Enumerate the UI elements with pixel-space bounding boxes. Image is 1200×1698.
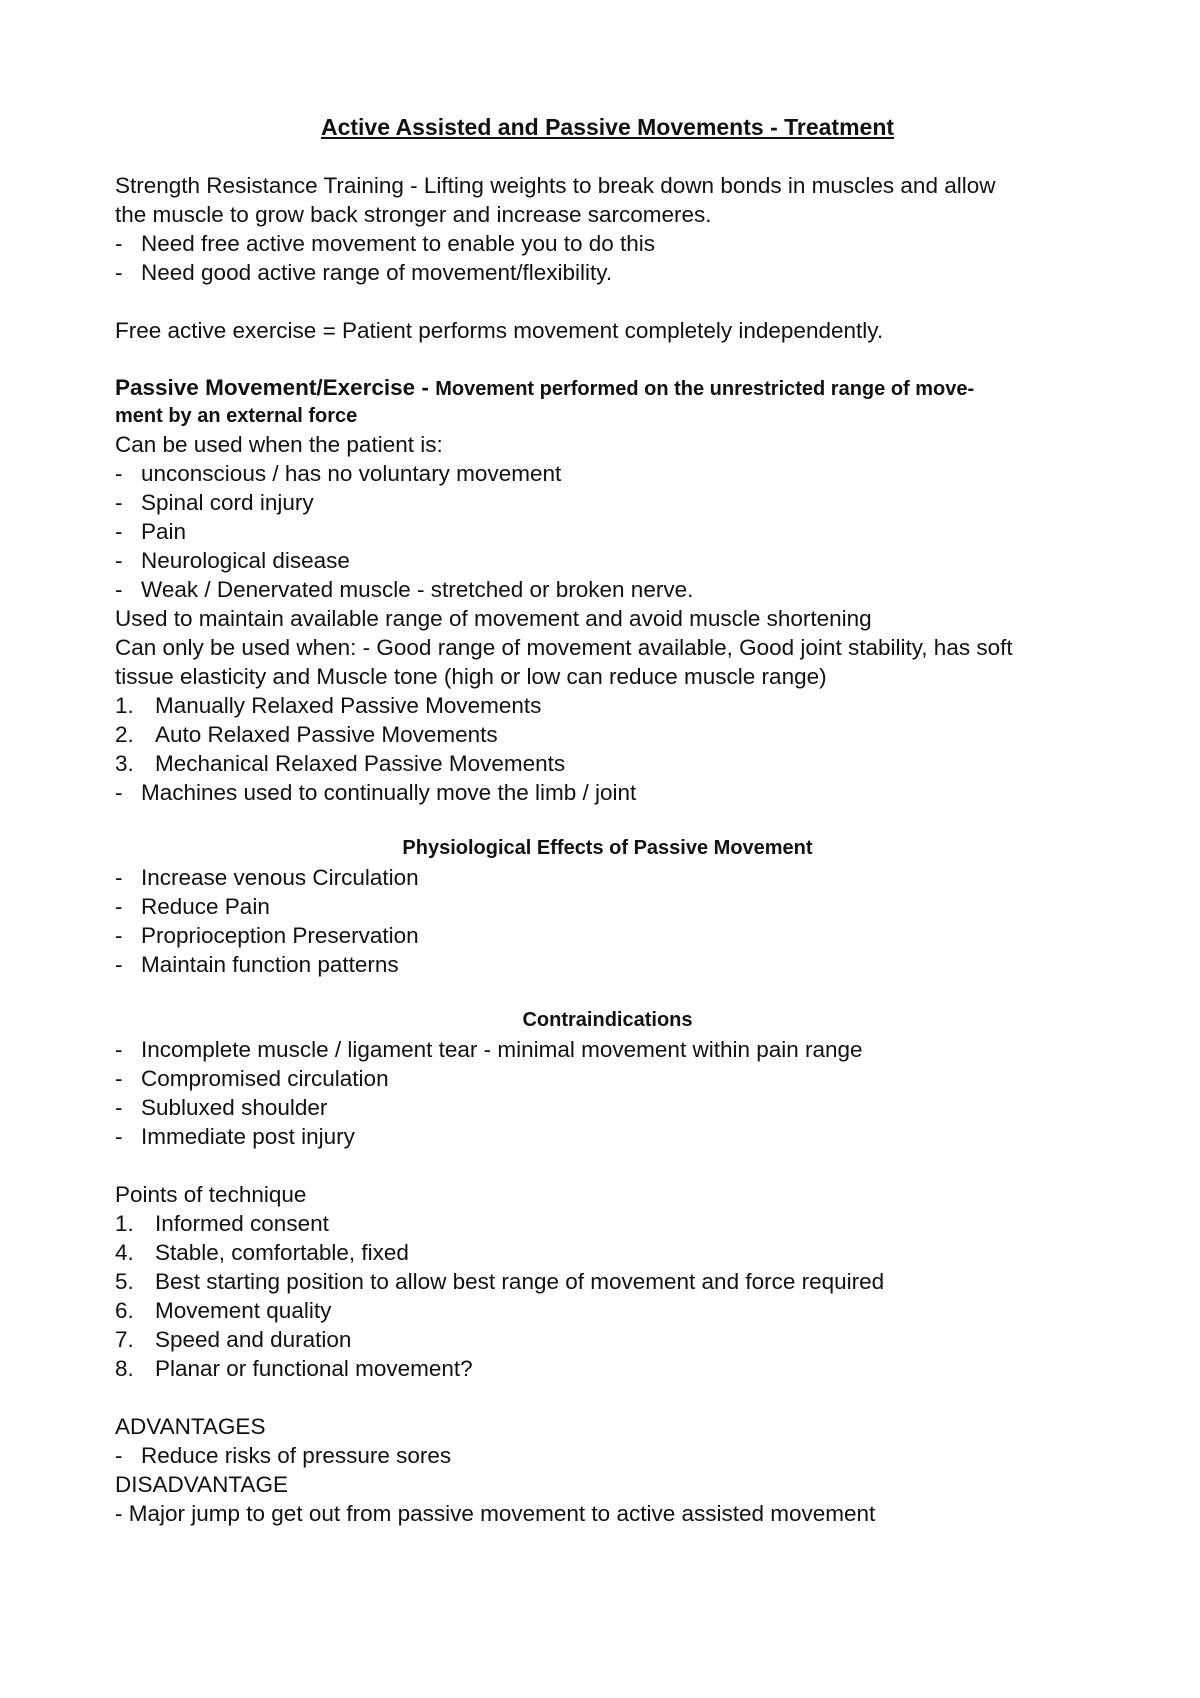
bullet-dash: -	[115, 1124, 123, 1149]
list-item-text: Weak / Denervated muscle - stretched or broken nerve.	[141, 577, 694, 602]
numbered-item	[115, 1354, 1100, 1383]
item-number: 1.	[115, 693, 134, 718]
document-title: Active Assisted and Passive Movements - Treatment	[320, 114, 895, 140]
bullet-dash: -	[115, 231, 123, 256]
bullet-dash: -	[115, 894, 123, 919]
intro-line-1: Strength Resistance Training - Lifting weights to break down bonds in muscles and allow	[115, 173, 996, 198]
item-number: 5.	[115, 1269, 134, 1294]
numbered-item	[115, 1296, 1100, 1325]
list-item-text: Subluxed shoulder	[141, 1095, 328, 1120]
list-item-text: Reduce risks of pressure sores	[141, 1443, 452, 1468]
numbered-item	[115, 749, 1100, 778]
bullet-dash: -	[115, 461, 123, 486]
list-item	[115, 488, 1100, 517]
list-item-text: Neurological disease	[141, 548, 350, 573]
item-number: 3.	[115, 751, 134, 776]
numbered-item-text: Stable, comfortable, fixed	[155, 1240, 409, 1265]
numbered-item	[115, 1267, 1100, 1296]
technique-heading: Points of technique	[115, 1182, 307, 1207]
list-item	[115, 1093, 1100, 1122]
list-item-text: Machines used to continually move the limb / joint	[141, 780, 637, 805]
passive-heading	[115, 374, 1100, 430]
numbered-item-text: Movement quality	[155, 1298, 332, 1323]
list-item	[115, 863, 1100, 892]
free-active-definition: Free active exercise = Patient performs movement completely independently.	[115, 318, 884, 343]
bullet-dash: -	[115, 260, 123, 285]
bullet-dash: -	[115, 780, 123, 805]
numbered-item-text: Manually Relaxed Passive Movements	[155, 693, 542, 718]
numbered-item-text: Auto Relaxed Passive Movements	[155, 722, 498, 747]
passive-heading-lead: Passive Movement/Exercise -	[115, 375, 436, 400]
item-number: 4.	[115, 1240, 134, 1265]
bullet-dash: -	[115, 548, 123, 573]
list-item-text: Reduce Pain	[141, 894, 270, 919]
list-item-text: Compromised circulation	[141, 1066, 389, 1091]
item-number: 6.	[115, 1298, 134, 1323]
list-item-text: Maintain function patterns	[141, 952, 399, 977]
disadvantage-item: - Major jump to get out from passive movement to active assisted movement	[115, 1501, 876, 1526]
numbered-item	[115, 691, 1100, 720]
bullet-dash: -	[115, 577, 123, 602]
list-item-text: Increase venous Circulation	[141, 865, 419, 890]
numbered-item-text: Planar or functional movement?	[155, 1356, 473, 1381]
list-item	[115, 575, 1100, 604]
passive-heading-rest-2: ment by an external force	[115, 405, 358, 427]
advantages-heading: ADVANTAGES	[115, 1414, 266, 1439]
list-item	[115, 459, 1100, 488]
numbered-item	[115, 720, 1100, 749]
list-item	[115, 1122, 1100, 1151]
numbered-item-text: Speed and duration	[155, 1327, 352, 1352]
disadvantage-heading: DISADVANTAGE	[115, 1472, 288, 1497]
list-item	[115, 546, 1100, 575]
list-item	[115, 1441, 1100, 1470]
bullet-dash: -	[115, 1443, 123, 1468]
physiological-heading: Physiological Effects of Passive Movement	[402, 837, 813, 859]
numbered-item	[115, 1238, 1100, 1267]
item-number: 7.	[115, 1327, 134, 1352]
list-item-text: Incomplete muscle / ligament tear - minimal movement within pain range	[141, 1037, 863, 1062]
numbered-item-text: Informed consent	[155, 1211, 329, 1236]
bullet-dash: -	[115, 519, 123, 544]
passive-heading-rest-1: Movement performed on the unrestricted range of move-	[435, 378, 975, 400]
list-item	[115, 229, 1100, 258]
list-item	[115, 1035, 1100, 1064]
list-item-text: Spinal cord injury	[141, 490, 314, 515]
list-item-text: Immediate post injury	[141, 1124, 355, 1149]
numbered-item-text: Best starting position to allow best range of movement and force required	[155, 1269, 885, 1294]
list-item	[115, 950, 1100, 979]
bullet-dash: -	[115, 490, 123, 515]
list-item-text: Need free active movement to enable you to do this	[141, 231, 656, 256]
bullet-dash: -	[115, 1037, 123, 1062]
document-body	[115, 113, 1100, 1528]
list-item-text: Need good active range of movement/flexibility.	[141, 260, 613, 285]
numbered-item-text: Mechanical Relaxed Passive Movements	[155, 751, 566, 776]
list-item	[115, 892, 1100, 921]
list-item-text: Proprioception Preservation	[141, 923, 419, 948]
list-item	[115, 921, 1100, 950]
contraindications-heading: Contraindications	[522, 1009, 693, 1031]
intro-line-2: the muscle to grow back stronger and increase sarcomeres.	[115, 202, 712, 227]
numbered-item	[115, 1209, 1100, 1238]
numbered-item	[115, 1325, 1100, 1354]
list-item-text: Pain	[141, 519, 187, 544]
bullet-dash: -	[115, 952, 123, 977]
bullet-dash: -	[115, 1066, 123, 1091]
used-when-intro: Can be used when the patient is:	[115, 432, 443, 457]
list-item	[115, 517, 1100, 546]
bullet-dash: -	[115, 865, 123, 890]
list-item-text: unconscious / has no voluntary movement	[141, 461, 562, 486]
bullet-dash: -	[115, 923, 123, 948]
only-when-line-1: Can only be used when: - Good range of movement available, Good joint stability, has soft	[115, 635, 1013, 660]
list-item	[115, 1064, 1100, 1093]
maintain-text: Used to maintain available range of movement and avoid muscle shortening	[115, 606, 872, 631]
item-number: 1.	[115, 1211, 134, 1236]
only-when-line-2: tissue elasticity and Muscle tone (high or low can reduce muscle range)	[115, 664, 827, 689]
bullet-dash: -	[115, 1095, 123, 1120]
item-number: 2.	[115, 722, 134, 747]
list-item	[115, 778, 1100, 807]
list-item	[115, 258, 1100, 287]
item-number: 8.	[115, 1356, 134, 1381]
